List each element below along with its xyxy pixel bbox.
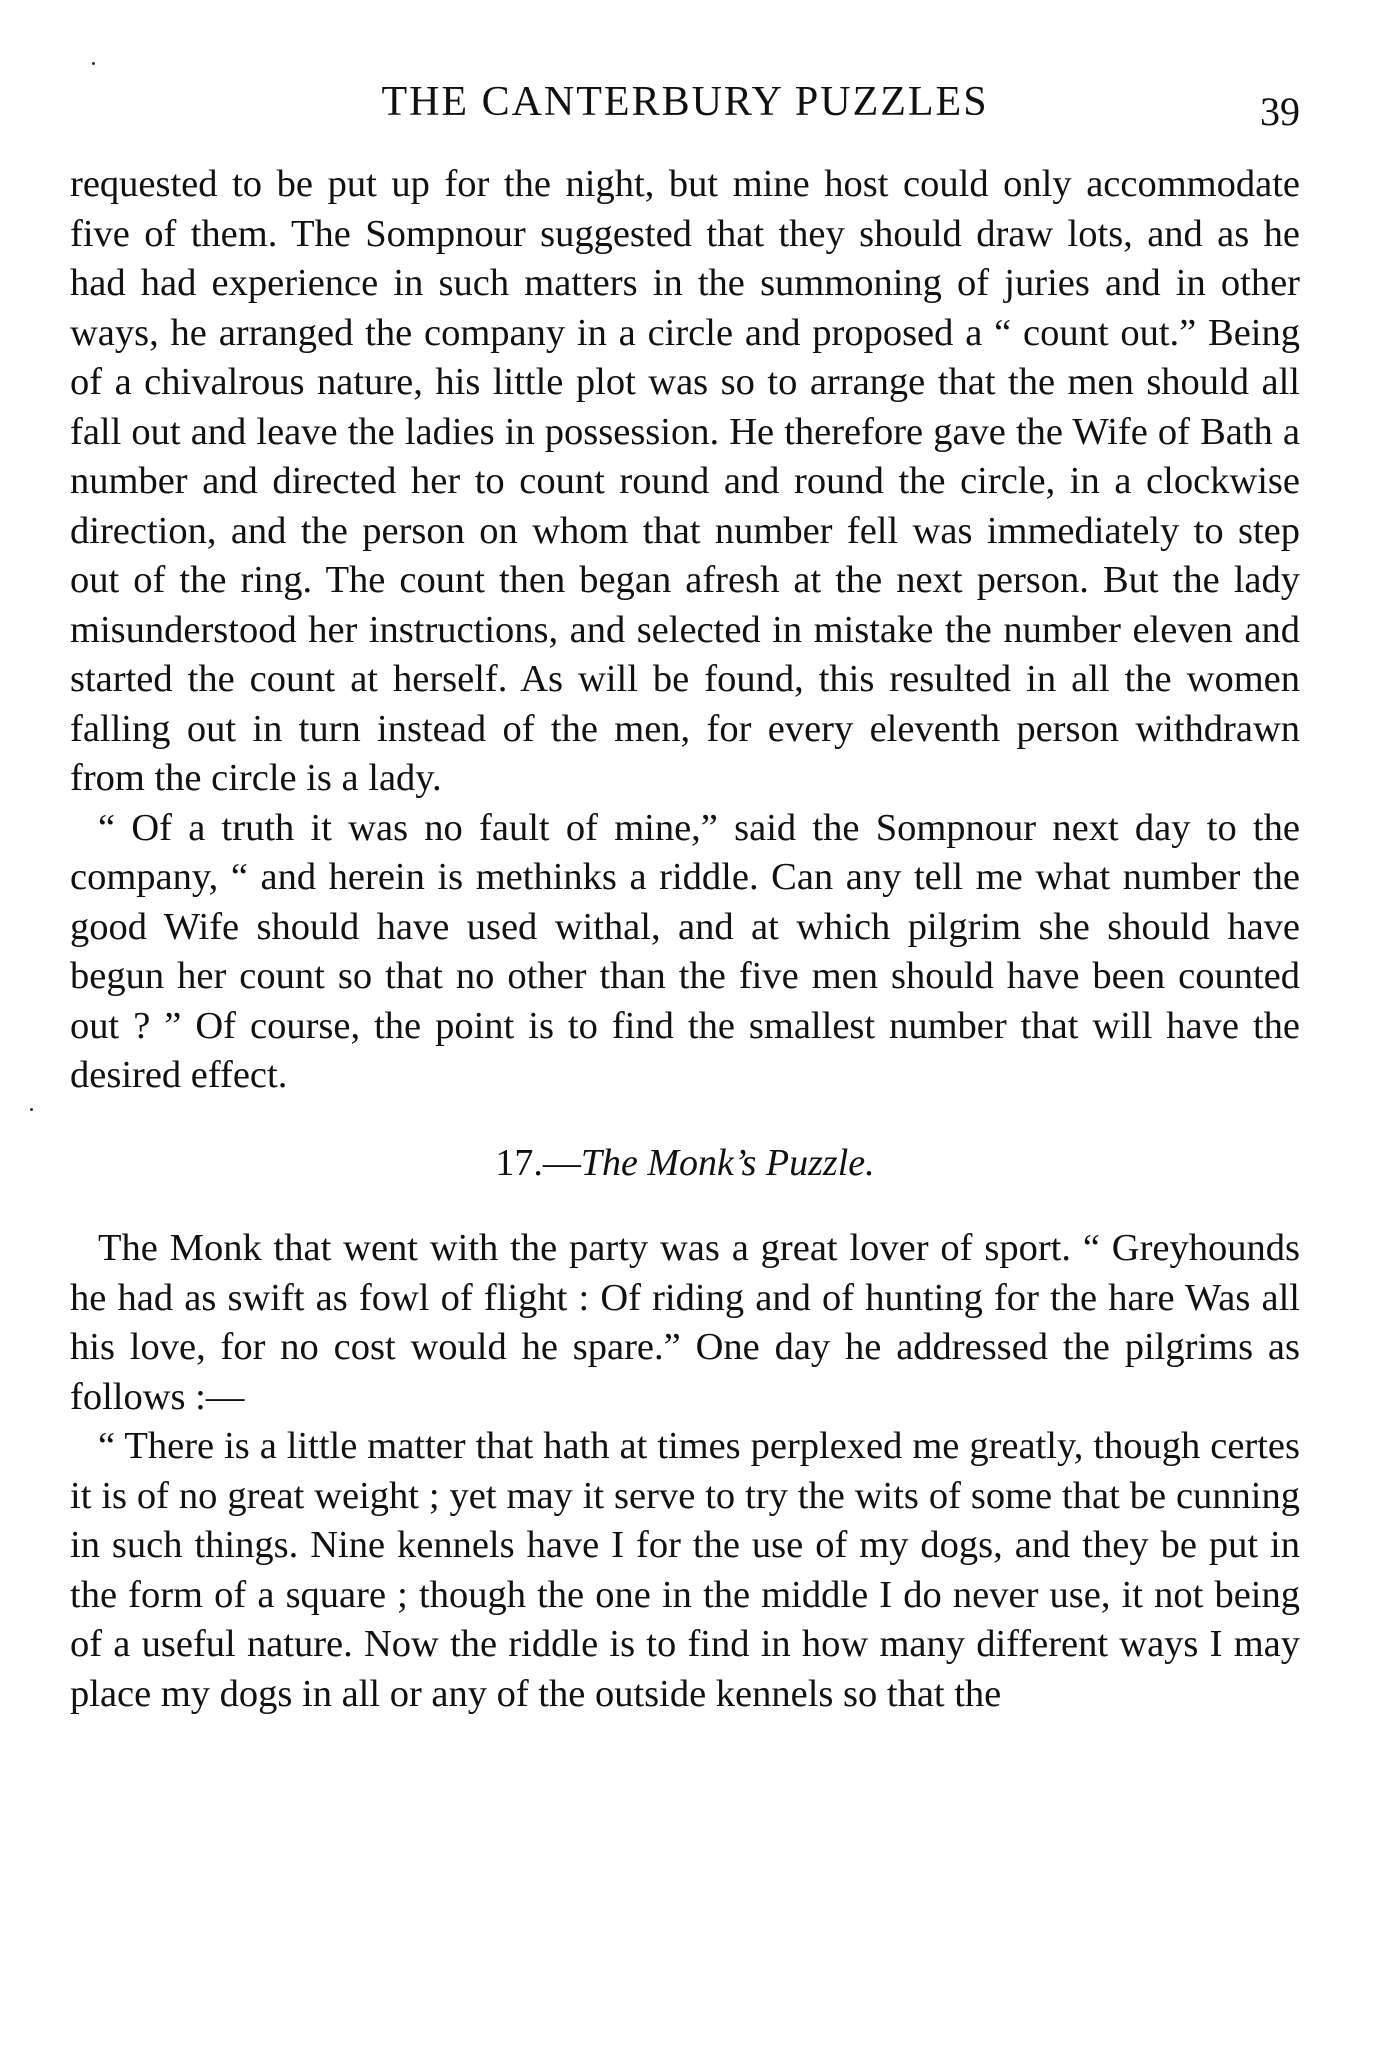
speck xyxy=(92,62,95,65)
paragraph-1: requested to be put up for the night, but mine host could only accommodate five of them. The Sompnour suggested that they should draw lots, and as he had had experience in such matters in the summoning of juries and in other ways, he arranged the company in a circle and proposed a “ count out.” Being of a chivalrous nature, his little plot was so to arrange that the men should all fall out and leave the ladies in possession. He therefore gave the Wife of Bath a number and directed her to count round and round the circle, in a clockwise direction, and the person on whom that number fell was immediately to step out of the ring. The count then began afresh at the next person. But the lady misunderstood her instructions, and selected in mistake the number eleven and started the count at herself. As will be found, this resulted in all the women falling out in turn instead of the men, for every eleventh person withdrawn from the circle is a lady. xyxy=(70,163,1300,799)
section-title: The Monk’s Puzzle. xyxy=(580,1141,875,1184)
speck xyxy=(30,1108,33,1111)
page-number: 39 xyxy=(1260,89,1300,134)
body-text xyxy=(70,160,1300,1719)
section-heading xyxy=(70,1139,1300,1189)
paragraph-4: “ There is a little matter that hath at times perplexed me greatly, though certes it is of no great weight ; yet may it serve to try the wits of some that be cunning in such things. Nine kennels have I for the use of my dogs, and they be put in the form of a square ; though the one in the middle I do never use, it not being of a useful nature. Now the riddle is to find in how many different ways I may place my dogs in all or any of the outside kennels so that the xyxy=(70,1425,1300,1715)
page-header xyxy=(70,78,1300,148)
section-number: 17.— xyxy=(495,1141,581,1184)
running-title: THE CANTERBURY PUZZLES xyxy=(381,79,989,125)
paragraph-3: The Monk that went with the party was a great lover of sport. “ Greyhounds he had as swift as fowl of flight : Of riding and of hunting for the hare Was all his love, for no cost would he spare.” One day he addressed the pilgrims as follows :— xyxy=(70,1227,1300,1418)
paragraph-2: “ Of a truth it was no fault of mine,” said the Sompnour next day to the company, “ and herein is methinks a riddle. Can any tell me what number the good Wife should have used withal, and at which pilgrim she should have begun her count so that no other than the five men should have been counted out ? ” Of course, the point is to find the smallest number that will have the desired effect. xyxy=(70,806,1300,1096)
